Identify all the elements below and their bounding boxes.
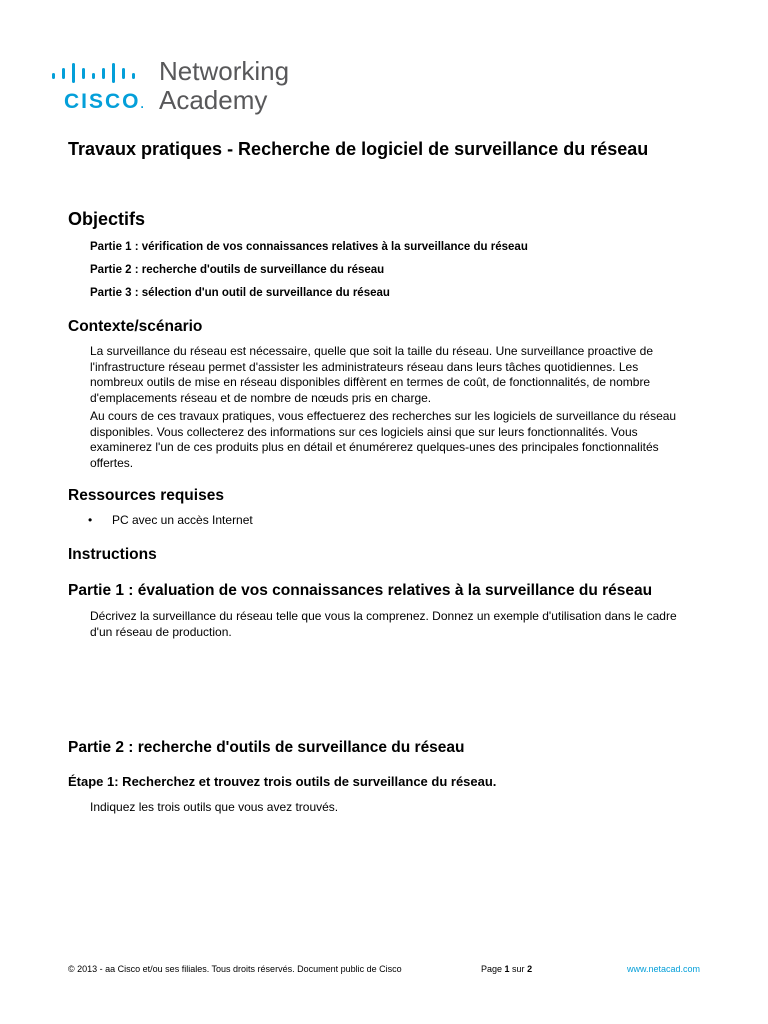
context-paragraph: Au cours de ces travaux pratiques, vous effectuerez des recherches sur les logiciels de surveillance du réseau disponibles. Vous collecterez des informations sur ces logiciels ainsi que sur leurs fonctionnalités. Vous examinerez l'un de ces produits plus en détail et énumérerez quelques-unes des principales fonctionnalités offertes. <box>90 409 677 470</box>
resources-heading: Ressources requises <box>68 487 224 504</box>
resource-text: PC avec un accès Internet <box>112 513 253 527</box>
objective-item: Partie 3 : sélection d'un outil de surveillance du réseau <box>90 287 390 299</box>
cisco-bars-icon <box>52 62 144 84</box>
brand-networking: Networking <box>159 56 290 86</box>
copyright-text: © 2013 - aa Cisco et/ou ses filiales. Tous droits réservés. Document public de Cisco <box>68 964 402 974</box>
page-number: Page 1 sur 2 <box>481 964 533 974</box>
resources-list <box>88 513 253 527</box>
step1-text: Indiquez les trois outils que vous avez trouvés. <box>90 800 339 814</box>
cisco-networking-academy-logo <box>52 56 312 118</box>
page-footer <box>68 964 704 978</box>
instructions-heading: Instructions <box>68 546 157 563</box>
step1-heading: Étape 1: Recherchez et trouvez trois outils de surveillance du réseau. <box>68 774 497 789</box>
part1-text: Décrivez la surveillance du réseau telle que vous la comprenez. Donnez un exemple d'utilisation dans le cadre d'un réseau de production. <box>90 609 677 639</box>
objective-item: Partie 1 : vérification de vos connaissances relatives à la surveillance du réseau <box>90 241 528 253</box>
objectives-heading: Objectifs <box>68 209 146 229</box>
document-title: Travaux pratiques - Recherche de logiciel de surveillance du réseau <box>68 139 649 159</box>
netacad-link[interactable]: www.netacad.com <box>626 964 700 974</box>
objective-item: Partie 2 : recherche d'outils de surveillance du réseau <box>90 264 385 276</box>
resource-item <box>88 513 253 527</box>
bullet-icon: • <box>88 513 93 527</box>
cisco-wordmark: CISCO. <box>64 90 144 113</box>
part2-heading: Partie 2 : recherche d'outils de surveillance du réseau <box>68 739 465 756</box>
brand-academy: Academy <box>159 85 268 115</box>
part1-heading: Partie 1 : évaluation de vos connaissances relatives à la surveillance du réseau <box>68 582 653 599</box>
context-paragraph: La surveillance du réseau est nécessaire, quelle que soit la taille du réseau. Une surveillance proactive de l'infrastructure réseau permet d'assister les administrateurs réseau dans leurs tâches quotidiennes. Les nombreux outils de mise en réseau disponibles diffèrent en termes de coût, de fonctionnalités, de nombre d'emplacements réseau et de nombre de nœuds pris en charge. <box>90 344 653 405</box>
context-heading: Contexte/scénario <box>68 318 203 335</box>
